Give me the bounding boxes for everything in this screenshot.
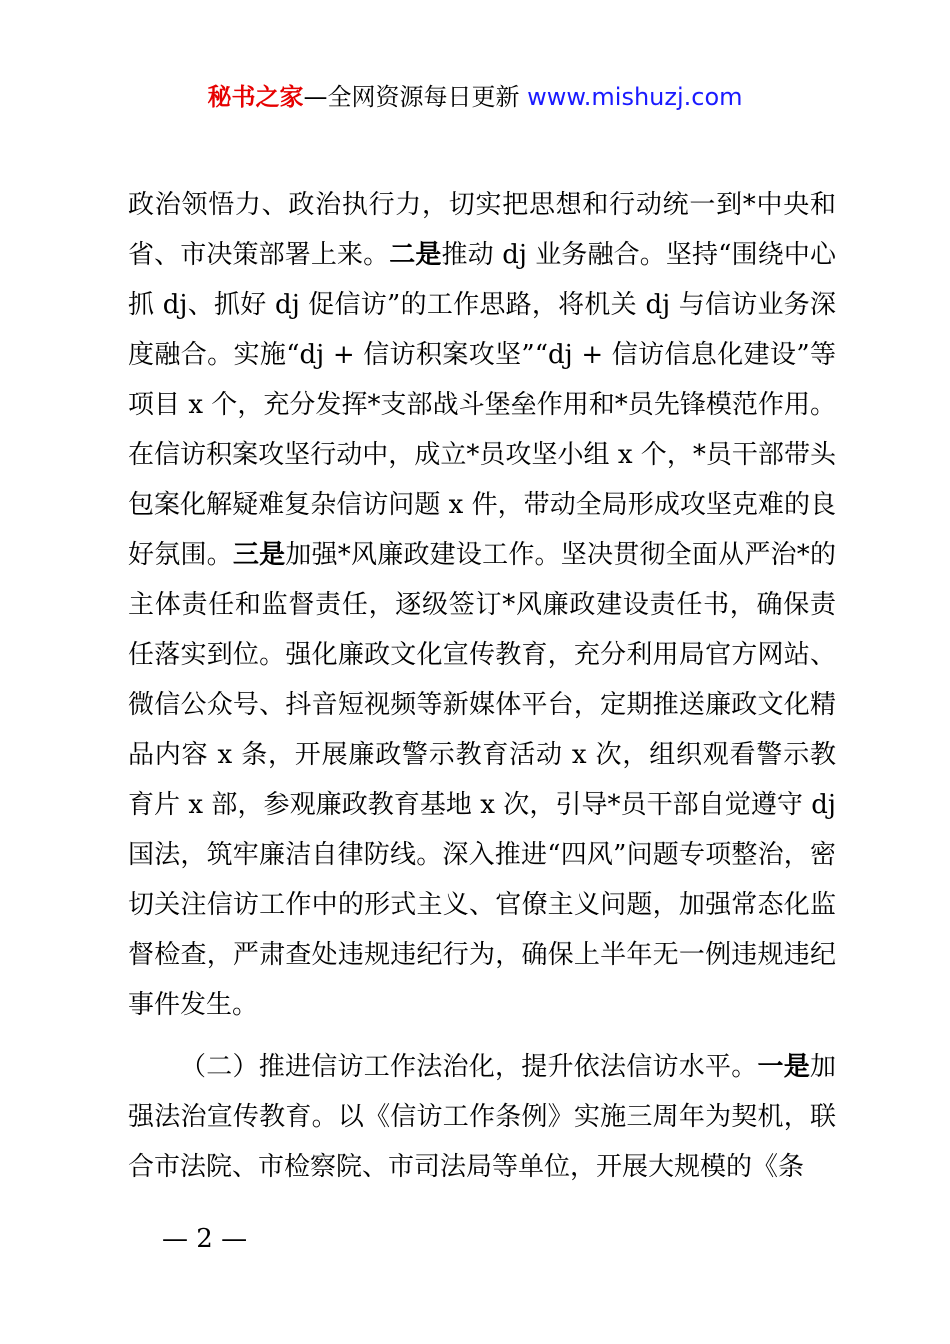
text-segment: 加强*风廉政建设工作。坚决贯彻全面从严治*的主体责任和监督责任，逐级签订*风廉政建设责任书，确保责任落实到位。强化廉政文化宣传教育，充分利用局官方网站、微信公众号、抖音短视频等新媒体平台，定期推送廉政文化精品内容 x 条，开展廉政警示教育活动 x 次，组织观看警示教育片 x 部，参观廉政教育基地 x 次，引导*员干部自觉遵守 dj 国法，筑牢廉洁自律防线。深入推进“四风”问题专项整治，密切关注信访工作中的形式主义、官僚主义问题，加强常态化监督检查，严肃查处违规违纪行为，确保上半年无一例违规违纪事件发生。 <box>128 540 836 1020</box>
paragraph-rule-of-law <box>128 1042 836 1192</box>
document-body <box>128 180 836 1192</box>
text-segment: 政治领悟力、政治执行力，切实把思想和行动统一到*中央和省、市决策部署上来。 <box>128 190 836 270</box>
bold-lead-item-one: 一是 <box>757 1052 810 1082</box>
page-number: — 2 — <box>162 1224 248 1254</box>
bold-lead-item-three: 三是 <box>232 540 286 570</box>
header-slogan: —全网资源每日更新 <box>303 83 520 111</box>
section-heading-two: （二）推进信访工作法治化，提升依法信访水平。 <box>180 1052 758 1082</box>
site-url-link[interactable]: www.mishuzj.com <box>527 83 743 111</box>
text-segment: 加强法治宣传教育。以《信访工作条例》实施三周年为契机，联合市法院、市检察院、市司法局等单位，开展大规模的《条 <box>128 1052 836 1182</box>
brand-name: 秘书之家 <box>207 83 304 111</box>
site-watermark-header <box>0 82 950 112</box>
text-segment: 推动 dj 业务融合。坚持“围绕中心抓 dj、抓好 dj 促信访”的工作思路，将机关 dj 与信访业务深度融合。实施“dj + 信访积案攻坚”“dj + 信访信息化建设”等项目 x 个，充分发挥*支部战斗堡垒作用和*员先锋模范作用。在信访积案攻坚行动中，成立*员攻坚小组 x 个，*员干部带头包案化解疑难复杂信访问题 x 件，带动全局形成攻坚克难的良好氛围。 <box>128 240 836 570</box>
paragraph-party-building <box>128 180 836 1030</box>
bold-lead-item-two: 二是 <box>389 240 442 270</box>
